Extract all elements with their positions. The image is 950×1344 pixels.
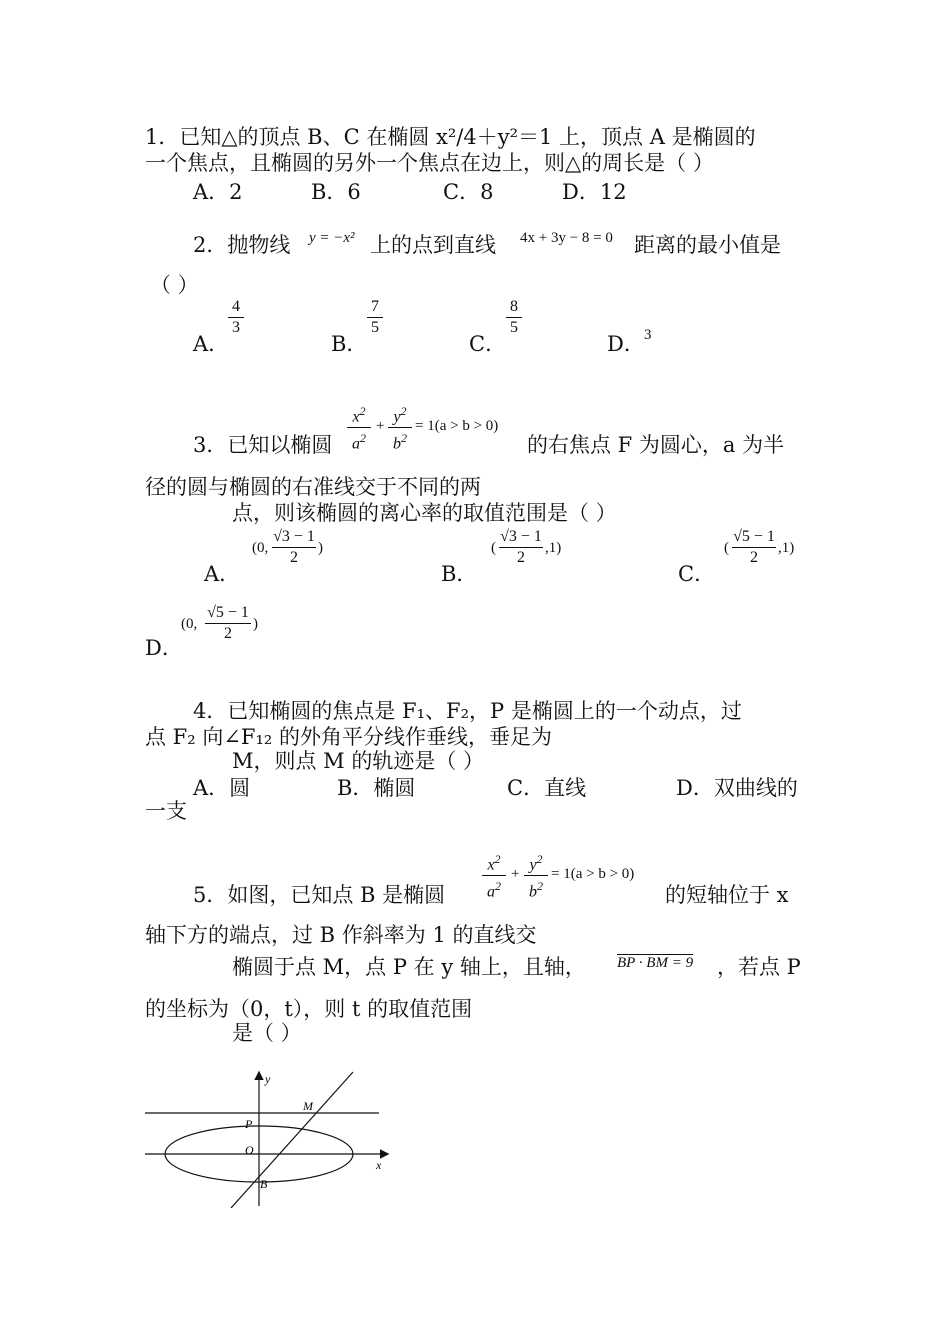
q2-option-d-label: D．	[607, 332, 645, 356]
q3-line3: 点，则该椭圆的离心率的取值范围是（ ）	[232, 501, 617, 525]
q1-option-a: A．2	[193, 180, 243, 204]
q5-line4: 的坐标为（0，t），则 t 的取值范围	[145, 997, 473, 1021]
q3-option-a-label: A．	[204, 562, 241, 586]
q3-option-d-left: (0,	[181, 616, 198, 632]
q5-dot-product: BP · BM = 9	[617, 955, 694, 971]
q4-option-b: B．椭圆	[337, 776, 416, 800]
q1-option-b: B．6	[311, 180, 361, 204]
q2-parabola-eq: y = −x²	[309, 230, 355, 246]
q3-ellipse-y-term: $y^2$ $b^2$	[388, 402, 412, 454]
q5-fig-label-b: B	[260, 1177, 268, 1191]
q3-line1-post: 的右焦点 F 为圆心，a 为半	[527, 433, 785, 457]
q4-option-c: C．直线	[507, 776, 587, 800]
q3-option-a-fraction: √3 − 1 2	[273, 528, 315, 566]
q5-line3a: 椭圆于点 M，点 P 在 y 轴上，且轴，	[232, 955, 586, 979]
q2-answer-paren: （ ）	[150, 273, 199, 297]
q4-line2: 点 F₂ 向∠F₁₂ 的外角平分线作垂线，垂足为	[145, 725, 553, 749]
q5-ellipse-y-term: $y^2$ $b^2$	[524, 850, 548, 902]
q5-ellipse-x-term: $x^2$ $a^2$	[482, 850, 506, 902]
q3-option-c-right: ,1)	[778, 540, 795, 556]
q2-line1-pre: 2．抛物线	[193, 233, 291, 257]
q1-option-c: C．8	[443, 180, 494, 204]
q5-fig-label-x: x	[376, 1158, 382, 1172]
q3-ellipse-x-term: $x^2$ $a^2$	[347, 402, 371, 454]
q2-line1-post: 距离的最小值是	[634, 233, 781, 257]
q2-option-d-value: 3	[644, 327, 652, 343]
q2-line-eq: 4x + 3y − 8 = 0	[520, 230, 613, 246]
q2-option-b-fraction: 7 5	[367, 298, 383, 337]
q3-option-b-label: B．	[441, 562, 478, 586]
q4-option-d-tail: 一支	[145, 799, 187, 823]
q5-fig-label-o: O	[245, 1143, 254, 1157]
q3-option-b-left: (	[491, 540, 496, 556]
q2-option-b-label: B．	[331, 332, 368, 356]
q5-line1-post: 的短轴位于 x	[665, 883, 789, 907]
q5-fig-slope-line	[231, 1072, 353, 1208]
q3-option-d-fraction: √5 − 1 2	[205, 604, 251, 643]
q3-line1-pre: 3．已知以椭圆	[193, 433, 333, 457]
q4-line3: M，则点 M 的轨迹是（ ）	[232, 749, 485, 773]
q5-fig-label-p: P	[245, 1117, 253, 1131]
q1-option-d: D．12	[562, 180, 627, 204]
q3-option-b-right: ,1)	[545, 540, 562, 556]
q3-plus-sign: +	[376, 418, 385, 434]
q5-plus-sign: +	[511, 866, 520, 882]
q5-line1-pre: 5．如图，已知点 B 是椭圆	[193, 883, 446, 907]
q3-option-a-right: )	[318, 540, 323, 556]
q5-line2: 轴下方的端点，过 B 作斜率为 1 的直线交	[145, 923, 537, 947]
q3-option-b-fraction: √3 − 1 2	[500, 528, 542, 566]
q1-line2: 一个焦点，且椭圆的另外一个焦点在边上，则△的周长是（ ）	[145, 151, 714, 175]
q3-option-d-label: D．	[145, 636, 183, 660]
q5-figure	[143, 1068, 393, 1208]
q3-option-a-left: (0,	[252, 540, 269, 556]
q5-ellipse-rhs: = 1(a > b > 0)	[551, 866, 635, 882]
q5-line5: 是（ ）	[232, 1021, 302, 1045]
q3-line2: 径的圆与椭圆的右准线交于不同的两	[145, 475, 481, 499]
q2-option-a-label: A．	[193, 332, 230, 356]
q2-option-c-fraction: 8 5	[506, 298, 522, 337]
q5-fig-label-m: M	[303, 1099, 313, 1113]
q5-fig-label-y: y	[265, 1072, 271, 1086]
q3-option-c-label: C．	[678, 562, 716, 586]
q1-line1: 1．已知△的顶点 B、C 在椭圆 x²/4＋y²＝1 上，顶点 A 是椭圆的	[145, 125, 756, 149]
q2-option-a-fraction: 4 3	[228, 298, 244, 337]
q3-option-c-fraction: √5 − 1 2	[733, 528, 775, 566]
q4-option-d: D．双曲线的	[676, 776, 798, 800]
q5-line3b: ，若点 P	[717, 955, 801, 979]
q2-line1-mid: 上的点到直线	[370, 233, 496, 257]
q3-ellipse-rhs: = 1(a > b > 0)	[415, 418, 499, 434]
q3-option-d-right: )	[253, 616, 258, 632]
q2-option-c-label: C．	[469, 332, 507, 356]
q3-option-c-left: (	[724, 540, 729, 556]
q4-line1: 4．已知椭圆的焦点是 F₁、F₂，P 是椭圆上的一个动点，过	[193, 699, 742, 723]
q4-option-a: A．圆	[193, 776, 251, 800]
